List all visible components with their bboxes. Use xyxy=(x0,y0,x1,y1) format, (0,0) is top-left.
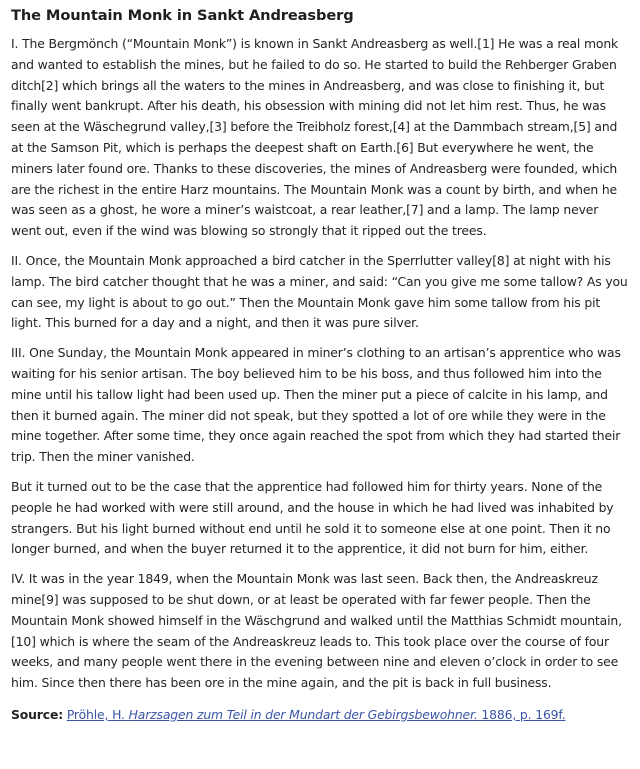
source-citation xyxy=(11,705,630,726)
paragraph-4: But it turned out to be the case that the apprentice had followed him for thirty years. None of the people he had worked with were still around, and the house in which he had lived was inhabited by strangers. But his light burned without end until he sold it to someone else at one point. Then it no longer burned, and when the buyer returned it to the apprentice, it did not burn for him, either. xyxy=(11,478,614,557)
source-work-title: Harzsagen zum Teil in der Mundart der Gebirgsbewohner. xyxy=(128,706,478,722)
source-author: Pröhle, H. xyxy=(66,706,125,722)
paragraph-2: II. Once, the Mountain Monk approached a bird catcher in the Sperrlutter valley[8] at night with his lamp. The bird catcher thought that he was a miner, and said: “Can you give me some tallow? As you can see, my light is about to go out.” Then the Mountain Monk gave him some tallow from his pit light. This burned for a day and a night, and then it was pure silver. xyxy=(11,252,628,331)
paragraph-5: IV. It was in the year 1849, when the Mountain Monk was last seen. Back then, the Andreaskreuz mine[9] was supposed to be shut down, or at least be operated with far fewer people. Then the Mountain Monk showed himself in the Wäschgrund and walked until the Matthias Schmidt mountain,[10] which is where the seam of the Andreaskreuz leads to. This took place over the course of four weeks, and many people went there in the evening between nine and eleven o’clock in order to see him. Since then there has been ore in the mine again, and the pit is back in full business. xyxy=(11,571,622,691)
source-link[interactable] xyxy=(67,707,566,722)
paragraph-1: I. The Bergmönch (“Mountain Monk”) is known in Sankt Andreasberg as well.[1] He was a real monk and wanted to establish the mines, but he failed to do so. He started to build the Rehberger Graben ditch[2] which brings all the waters to the mines in Andreasberg, and was close to finishing it, but finally went bankrupt. After his death, his obsession with mining did not let him rest. Thus, he was seen at the Wäschegrund valley,[3] before the Treibholz forest,[4] at the Dammbach stream,[5] and at the Samson Pit, which is perhaps the deepest shaft on Earth.[6] But everywhere he went, the miners later found ore. Thanks to these discoveries, the mines of Andreasberg were founded, which are the richest in the entire Harz mountains. The Mountain Monk was a count by birth, and when he was seen as a ghost, he wore a miner’s waistcoat, a rear leather,[7] and a lamp. The lamp never went out, even if the wind was blowing so strongly that it ripped out the trees. xyxy=(11,36,619,239)
paragraph-3: III. One Sunday, the Mountain Monk appeared in miner’s clothing to an artisan’s apprentice who was waiting for his senior artisan. The boy believed him to be his boss, and thus followed him into the mine until his tallow light had been used up. Then the miner put a piece of calcite in his lamp, and then it burned again. The miner did not speak, but they spotted a lot of ore while they were in the mine together. After some time, they once again reached the spot from which they had started their trip. Then the miner vanished. xyxy=(11,345,621,465)
source-label: Source: xyxy=(11,706,64,722)
source-details: 1886, p. 169f. xyxy=(481,706,566,722)
page-title: The Mountain Monk in Sankt Andreasberg xyxy=(11,7,354,24)
